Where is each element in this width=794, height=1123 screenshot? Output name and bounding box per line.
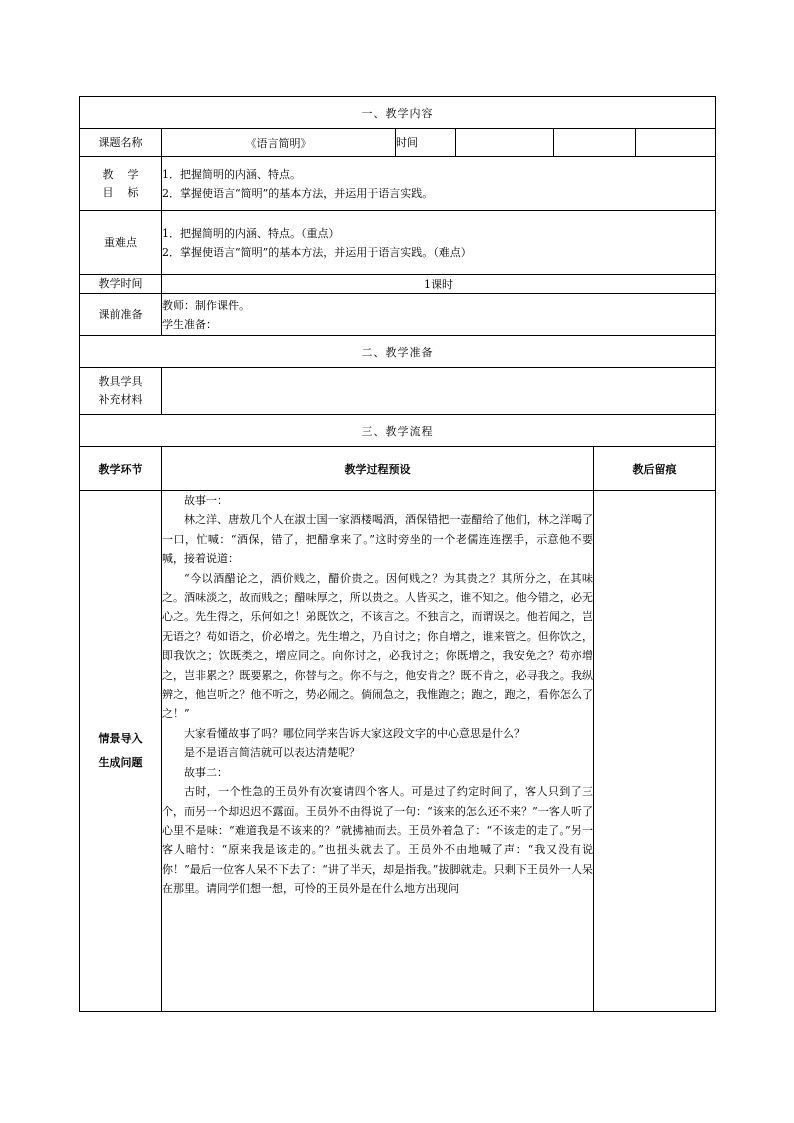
section-title-content: 一、教学内容 — [80, 97, 716, 129]
time-value-3 — [636, 129, 716, 157]
materials-label — [80, 368, 162, 415]
flow-header-process: 教学过程预设 — [162, 447, 594, 491]
section-title-preparation: 二、教学准备 — [80, 336, 716, 368]
story-paragraph: 故事二： — [184, 765, 228, 779]
stage-notes — [594, 491, 716, 1012]
teaching-time-value: 1课时 — [162, 275, 716, 294]
stage-name-line2: 生成问题 — [98, 756, 143, 769]
goals-label-line1: 教学 — [102, 167, 153, 181]
materials-label-line1: 教具学具 — [98, 375, 143, 388]
materials-label-line2: 补充材料 — [98, 393, 143, 406]
time-value-2 — [554, 129, 636, 157]
student-preparation: 学生准备： — [162, 317, 217, 331]
teacher-preparation: 教师：制作课件。 — [162, 298, 250, 312]
key-points-content — [162, 211, 716, 275]
story-paragraph: 是不是语言简洁就可以表达清楚呢？ — [184, 746, 360, 760]
flow-header-notes: 教后留痕 — [594, 447, 716, 491]
preparation-label: 课前准备 — [80, 294, 162, 336]
goals-content — [162, 157, 716, 211]
topic-value: 《语言简明》 — [162, 129, 396, 157]
stage-name-line1: 情景导入 — [98, 732, 143, 745]
stage-name — [80, 491, 162, 1012]
flow-header-stage: 教学环节 — [80, 447, 162, 491]
story-paragraph: 林之洋、唐敖几个人在淑士国一家酒楼喝酒，酒保错把一壶醋给了他们，林之洋喝了一口，忙喊：“酒保，错了，把醋拿来了。”这时旁坐的一个老儒连连摆手，示意他不要喊，接着说道： — [162, 513, 593, 566]
goals-label-line2: 目标 — [102, 185, 153, 199]
goal-item: 1．把握简明的内涵、特点。 — [162, 167, 301, 181]
teaching-time-label: 教学时间 — [80, 275, 162, 294]
key-point-item: 1．把握简明的内涵、特点。（重点） — [162, 226, 340, 240]
key-points-label: 重难点 — [80, 211, 162, 275]
materials-content — [162, 368, 716, 415]
section-title-flow: 三、教学流程 — [80, 415, 716, 447]
time-value-1 — [456, 129, 554, 157]
story-paragraph: 故事一： — [184, 494, 228, 507]
time-label: 时间 — [396, 129, 456, 157]
stage-process-content — [162, 491, 594, 1012]
story-paragraph: “今以酒醋论之，酒价贱之，醋价贵之。因何贱之？为其贵之？其所分之，在其味之。酒味淡之，故而贱之；醋味厚之，所以贵之。人皆买之，谁不知之。他今错之，必无心之。先生得之，乐何如之！弟既饮之，不该言之。不独言之，而谓误之。他若闻之，岂无语之？苟如语之，价必增之。先生增之，乃自讨之；你自增之，谁来管之。但你饮之，即我饮之；饮既类之，增应同之。向你讨之，必我讨之；你既增之，我安免之？苟亦增之，岂非累之？既要累之，你替与之。你不与之，他安肯之？既不肯之，必寻我之。我纵辨之，他岂听之？他不听之，势必闹之。倘闹急之，我惟跑之；跑之，跑之，看你怎么了之！” — [162, 571, 593, 721]
key-point-item: 2．掌握使语言“简明”的基本方法，并运用于语言实践。（难点） — [162, 245, 472, 259]
preparation-content — [162, 294, 716, 336]
story-paragraph: 大家看懂故事了吗？哪位同学来告诉大家这段文字的中心意思是什么？ — [184, 726, 525, 740]
story-paragraph: 古时，一个性急的王员外有次宴请四个客人。可是过了约定时间了，客人只到了三个，而另一个却迟迟不露面。王员外不由得说了一句：“该来的怎么还不来？”一客人听了心里不是味：“难道我是不该来的？”就拂袖而去。王员外着急了：“不该走的走了。”另一客人暗忖：“原来我是该走的。”也扭头就去了。王员外不由地喊了声：“我又没有说你！”最后一位客人呆不下去了：“讲了半天，却是指我。”拔脚就走。只剩下王员外一人呆在那里。请同学们想一想，可怜的王员外是在什么地方出现问 — [162, 785, 593, 896]
lesson-plan-table — [79, 96, 716, 1012]
topic-label: 课题名称 — [80, 129, 162, 157]
goals-label — [80, 157, 162, 211]
goal-item: 2．掌握使语言“简明”的基本方法，并运用于语言实践。 — [162, 186, 434, 200]
